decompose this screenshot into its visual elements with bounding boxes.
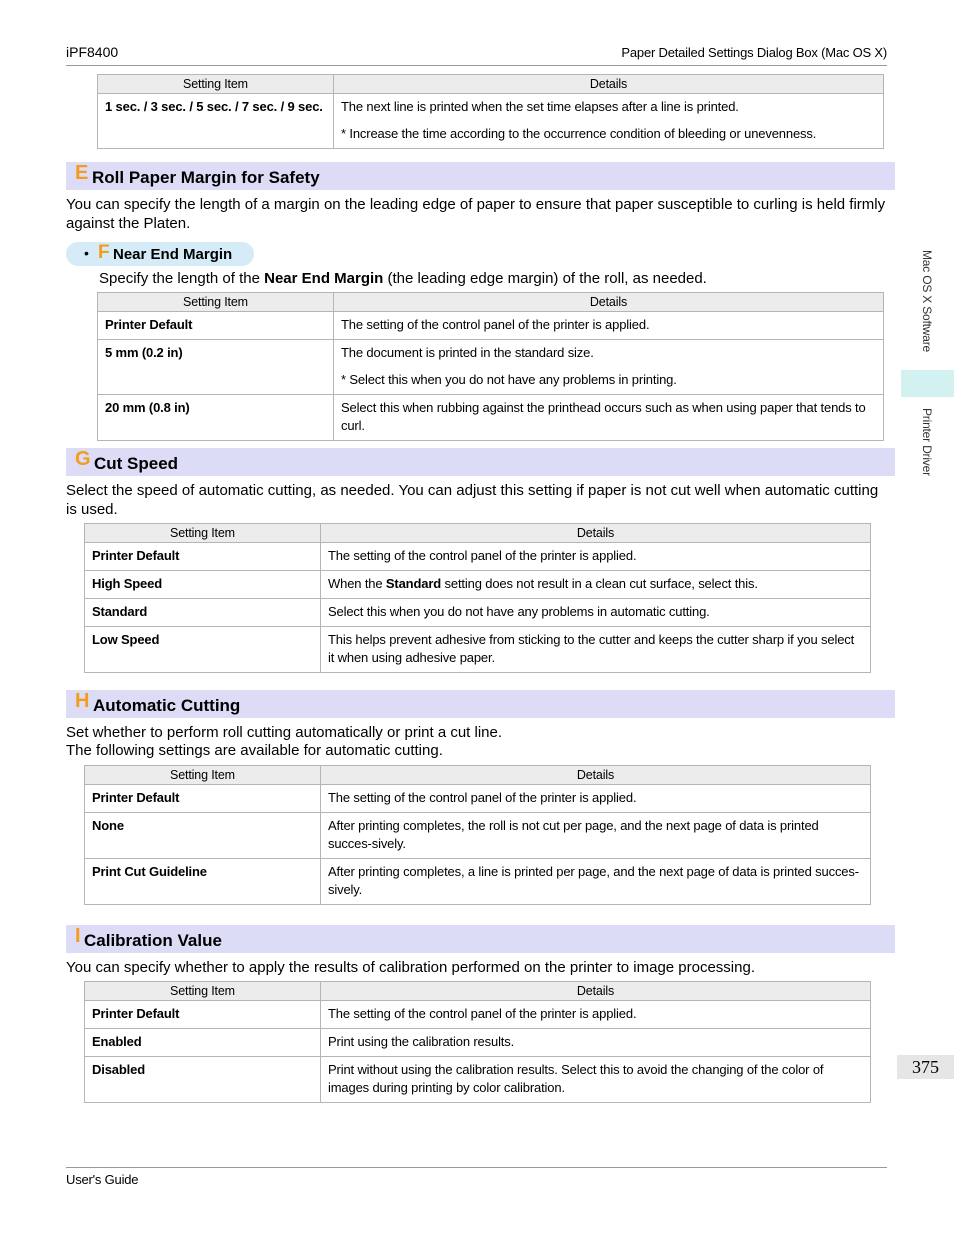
setting-item-cell: 1 sec. / 3 sec. / 5 sec. / 7 sec. / 9 sec. — [98, 94, 334, 149]
details-cell: After printing completes, the roll is not cut per page, and the next page of data is printed succes-sively. — [321, 813, 871, 859]
details-cell: Select this when you do not have any problems in automatic cutting. — [321, 599, 871, 627]
details-cell: Select this when rubbing against the printhead occurs such as when using paper that tends to curl. — [334, 395, 884, 441]
details-line: The document is printed in the standard size. — [341, 345, 594, 360]
setting-item-cell: Printer Default — [85, 1001, 321, 1029]
table-row — [85, 599, 871, 627]
section-description: Set whether to perform roll cutting automatically or print a cut line. — [66, 724, 503, 741]
automatic-cutting-table — [84, 765, 871, 905]
subchapter-tab-label: Printer Driver — [920, 408, 934, 476]
calibration-value-table — [84, 981, 871, 1103]
table-row — [85, 1057, 871, 1103]
section-letter: H — [75, 690, 90, 712]
details-line: The next line is printed when the set time elapses after a line is printed. — [341, 99, 739, 114]
text-segment: Specify the length of the — [99, 270, 265, 287]
setting-item-cell: Printer Default — [85, 543, 321, 571]
details-cell: Print using the calibration results. — [321, 1029, 871, 1057]
header-divider — [66, 65, 887, 66]
subsection-description — [99, 269, 919, 288]
section-title: Cut Speed — [94, 454, 179, 473]
col-details: Details — [334, 293, 884, 312]
col-details: Details — [334, 75, 884, 94]
subsection-title: Near End Margin — [113, 246, 233, 263]
col-details: Details — [321, 982, 871, 1001]
emphasis: Standard — [385, 576, 442, 591]
table-row — [98, 395, 884, 441]
near-end-margin-table — [97, 292, 884, 441]
setting-item-cell: Print Cut Guideline — [85, 859, 321, 905]
table-row — [98, 340, 884, 395]
details-cell: The setting of the control panel of the printer is applied. — [334, 312, 884, 340]
section-letter: E — [75, 162, 89, 184]
details-cell — [321, 571, 871, 599]
footer-guide-name: User's Guide — [66, 1172, 139, 1187]
table-row — [85, 1029, 871, 1057]
product-name: iPF8400 — [66, 44, 119, 60]
col-setting-item: Setting Item — [85, 982, 321, 1001]
setting-item-cell: Enabled — [85, 1029, 321, 1057]
col-setting-item: Setting Item — [98, 75, 334, 94]
table-row — [85, 543, 871, 571]
setting-item-cell: 5 mm (0.2 in) — [98, 340, 334, 395]
section-title: Calibration Value — [84, 931, 222, 950]
col-setting-item: Setting Item — [98, 293, 334, 312]
section-title: Roll Paper Margin for Safety — [92, 168, 320, 187]
section-letter: I — [75, 925, 81, 947]
col-details: Details — [321, 524, 871, 543]
table-row — [98, 312, 884, 340]
details-cell: After printing completes, a line is printed per page, and the next page of data is printed succes-sively. — [321, 859, 871, 905]
details-cell: The setting of the control panel of the printer is applied. — [321, 1001, 871, 1029]
text-segment: (the leading edge margin) of the roll, as needed. — [383, 270, 707, 287]
emphasis: Near End Margin — [264, 270, 384, 287]
col-details: Details — [321, 766, 871, 785]
table-row — [98, 94, 884, 149]
cut-speed-table — [84, 523, 871, 673]
setting-item-cell: Disabled — [85, 1057, 321, 1103]
section-description: The following settings are available for automatic cutting. — [66, 742, 443, 759]
setting-item-cell: Standard — [85, 599, 321, 627]
table-row — [85, 571, 871, 599]
text-segment: When the — [328, 576, 386, 591]
table-row — [85, 859, 871, 905]
section-letter: G — [75, 448, 91, 470]
section-heading-roll-paper-margin — [66, 162, 895, 190]
section-description: You can specify whether to apply the results of calibration performed on the printer to image processing. — [66, 959, 755, 976]
table-row — [85, 627, 871, 673]
details-cell: Print without using the calibration results. Select this to avoid the changing of the color of images during printing by color calibration. — [321, 1057, 871, 1103]
chapter-tab-marker — [901, 370, 954, 397]
setting-item-cell: Low Speed — [85, 627, 321, 673]
table-row — [85, 813, 871, 859]
details-cell: The setting of the control panel of the printer is applied. — [321, 543, 871, 571]
details-note: * Select this when you do not have any problems in printing. — [341, 372, 677, 387]
section-title: Automatic Cutting — [93, 696, 241, 715]
section-heading-cut-speed — [66, 448, 895, 476]
subsection-heading-near-end-margin — [66, 242, 254, 266]
footer-divider — [66, 1167, 887, 1168]
section-header: Paper Detailed Settings Dialog Box (Mac OS X) — [621, 45, 887, 60]
details-cell — [334, 94, 884, 149]
text-segment: setting does not result in a clean cut surface, select this. — [441, 576, 758, 591]
table-row — [85, 1001, 871, 1029]
details-note: * Increase the time according to the occurrence condition of bleeding or unevenness. — [341, 126, 817, 141]
bullet-icon: • — [84, 245, 89, 261]
details-cell: The setting of the control panel of the printer is applied. — [321, 785, 871, 813]
setting-item-cell: Printer Default — [98, 312, 334, 340]
col-setting-item: Setting Item — [85, 766, 321, 785]
col-setting-item: Setting Item — [85, 524, 321, 543]
subsection-letter: F — [98, 242, 110, 263]
section-description: You can specify the length of a margin on the leading edge of paper to ensure that paper susceptible to curling is held firmly against the Platen. — [66, 196, 886, 232]
details-cell: This helps prevent adhesive from sticking to the cutter and keeps the cutter sharp if you select it when using adhesive paper. — [321, 627, 871, 673]
chapter-tab-label: Mac OS X Software — [920, 250, 934, 352]
page-number: 375 — [897, 1055, 954, 1079]
setting-item-cell: Printer Default — [85, 785, 321, 813]
section-heading-calibration-value — [66, 925, 895, 953]
details-cell — [334, 340, 884, 395]
setting-item-cell: High Speed — [85, 571, 321, 599]
section-heading-automatic-cutting — [66, 690, 895, 718]
setting-item-cell: None — [85, 813, 321, 859]
table-row — [85, 785, 871, 813]
interval-settings-table — [97, 74, 884, 149]
setting-item-cell: 20 mm (0.8 in) — [98, 395, 334, 441]
section-description: Select the speed of automatic cutting, as needed. You can adjust this setting if paper is not cut well when automatic cutting is used. — [66, 482, 879, 518]
